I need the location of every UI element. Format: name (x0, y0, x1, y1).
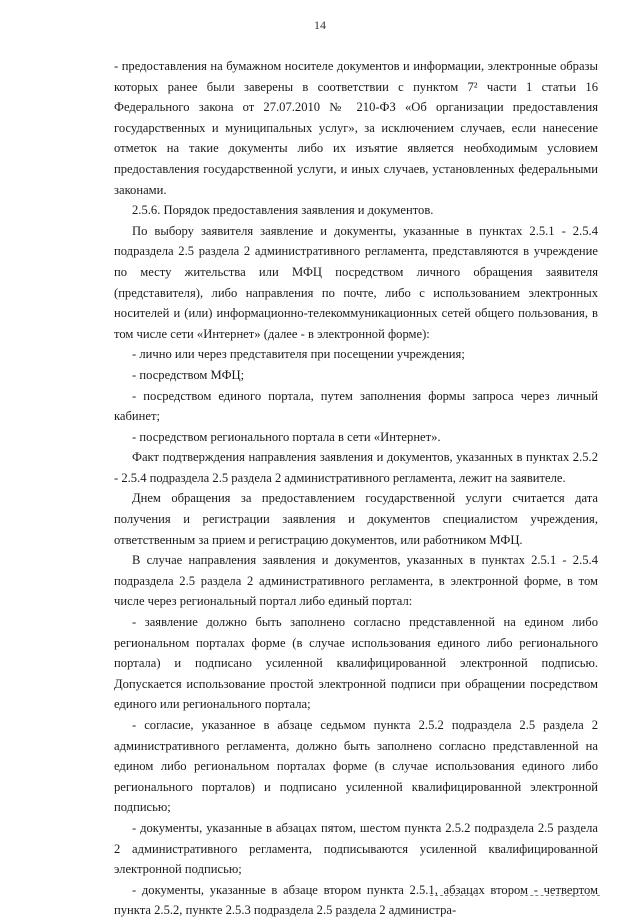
page-number: 14 (314, 18, 326, 32)
list-item-in-person: - лично или через представителя при посещении учреждения; (132, 347, 465, 362)
paragraph-confirmation-fact: Факт подтверждения направления заявления и документов, указанных в пунктах 2.5.2 - 2.5.4 подраздела 2.5 раздела 2 административного регламента, лежит на заявителе. (114, 450, 598, 485)
list-item-regional-portal: - посредством регионального портала в сети «Интернет». (132, 429, 441, 444)
document-body (114, 56, 598, 921)
paragraph-application-date: Днем обращения за предоставлением государственной услуги считается дата получения и регистрации заявления и документов специалистом учреждения, ответственным за прием и регистрацию документов, или работником МФЦ. (114, 491, 598, 547)
list-item-mfc: - посредством МФЦ; (132, 367, 245, 382)
footer-rule-left (430, 895, 478, 896)
paragraph-submission-choice: По выбору заявителя заявление и документы, указанные в пунктах 2.5.1 - 2.5.4 подраздела 2.5 раздела 2 административного регламента, представляются в учреждение по месту жительства или МФЦ посредством личного обращения заявителя (представителя), либо направления по почте, либо с использованием электронных носителей и (или) информационно-телекоммуникационных сетей общего пользования, в том числе сети «Интернет» (далее - в электронной форме): (114, 223, 598, 341)
list-item-documents-continued: - документы, указанные в абзаце втором пункта 2.5.1, абзацах втором - четвертом пункта 2.5.2, пункте 2.5.3 подраздела 2.5 раздела 2 администра- (114, 882, 598, 918)
list-item-documents-signature: - документы, указанные в абзацах пятом, шестом пункта 2.5.2 подраздела 2.5 раздела 2 административного регламента, подписываются усиленной квалифицированной электронной подписью; (114, 820, 598, 877)
footer-rule-right (520, 895, 600, 896)
paragraph-electronic-submission: В случае направления заявления и документов, указанных в пунктах 2.5.1 - 2.5.4 подраздела 2.5 раздела 2 административного регламента, в электронной форме, в том числе через региональный портал либо единый портал: (114, 553, 598, 609)
paragraph-section-2-5-6-heading: 2.5.6. Порядок предоставления заявления и документов. (132, 203, 434, 218)
list-item-unified-portal: - посредством единого портала, путем заполнения формы запроса через личный кабинет; (114, 388, 598, 424)
paragraph-paper-documents: - предоставления на бумажном носителе документов и информации, электронные образы которых ранее были заверены в соответствии с пунктом 7² части 1 статьи 16 Федерального закона от 27.07.2010 № 210-ФЗ «Об организации предоставления государственных и муниципальных услуг», за исключением случаев, если нанесение отметок на такие документы либо их изъятие является необходимым условием предоставления государственной услуги, и иных случаев, установленных федеральными законами. (114, 59, 598, 197)
list-item-consent-signature: - согласие, указанное в абзаце седьмом пункта 2.5.2 подраздела 2.5 раздела 2 административного регламента, должно быть заполнено согласно представленной на едином либо региональном порталах форме (в случае использования единого либо регионального порталов) и подписано усиленной квалифицированной электронной подписью; (114, 718, 598, 815)
list-item-application-signature: - заявление должно быть заполнено согласно представленной на едином либо региональном порталах форме (в случае использования единого либо регионального портала) и подписано усиленной квалифицированной электронной подписью. Допускается использование простой электронной подписи при обращении посредством единого или регионального портала; (114, 615, 598, 712)
